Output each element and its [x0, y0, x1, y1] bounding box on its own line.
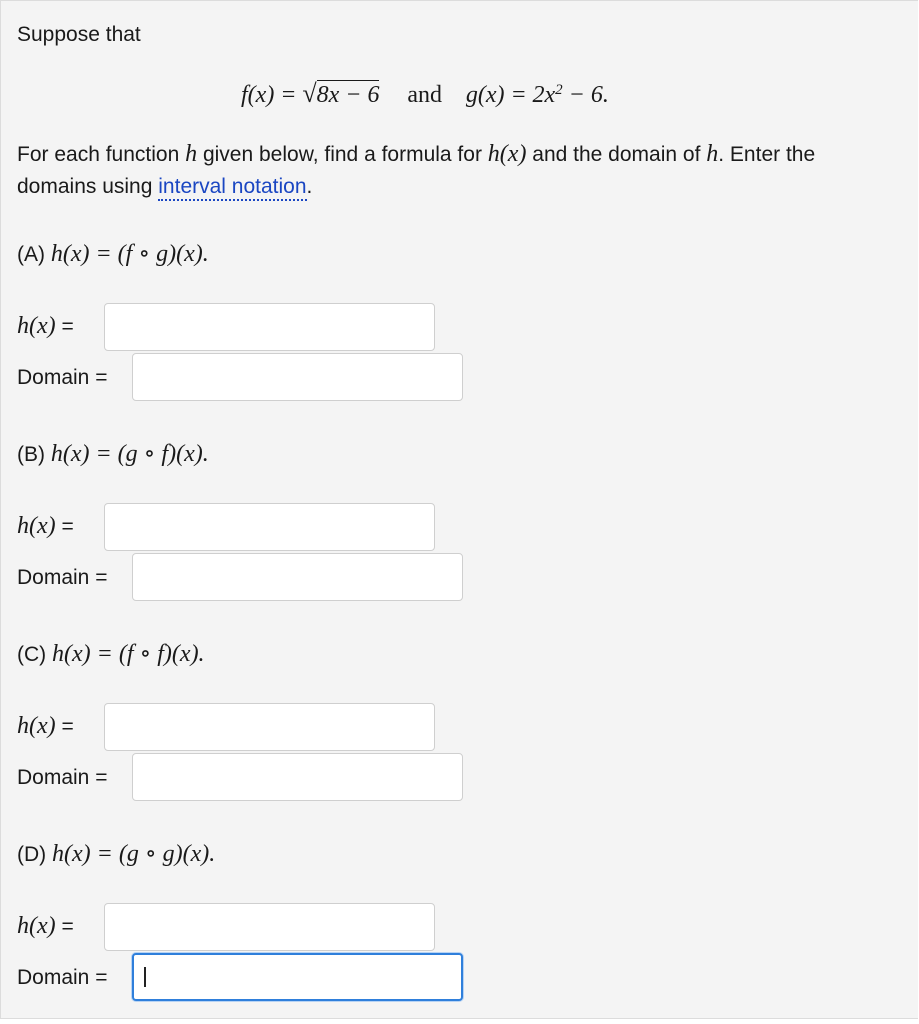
part-a-prompt — [17, 239, 209, 268]
hx-label-text: h(x) — [17, 713, 56, 739]
instructions-line-2 — [17, 175, 312, 199]
equals-sign: = — [61, 715, 74, 738]
and-text: and — [407, 82, 442, 108]
part-a-hx-label — [17, 313, 74, 340]
intro-text: Suppose that — [17, 23, 141, 46]
part-c-prompt — [17, 639, 205, 668]
instr-text-a: For each function — [17, 143, 180, 166]
instr-h-2: h — [706, 141, 719, 167]
g-exponent: 2 — [555, 82, 563, 98]
g-rhs-a: 2x — [532, 82, 556, 108]
equals-sign: = — [61, 515, 74, 538]
g-rhs-b: − 6. — [562, 82, 609, 108]
equals-sign: = — [61, 315, 74, 338]
instr-period: . — [306, 175, 313, 198]
instr-hx: h(x) — [487, 141, 527, 167]
part-a-hx-input[interactable] — [104, 303, 435, 351]
part-d-prompt — [17, 839, 215, 868]
part-b-formula: h(x) = (g ∘ f)(x). — [50, 441, 209, 467]
sqrt-expression — [302, 79, 379, 109]
part-d-formula: h(x) = (g ∘ g)(x). — [52, 841, 216, 867]
equals-sign: = — [61, 915, 74, 938]
part-a-domain-label: Domain = — [17, 366, 108, 389]
part-c-domain-label: Domain = — [17, 766, 108, 789]
part-b-label: (B) — [17, 443, 45, 466]
part-a-label: (A) — [17, 243, 45, 266]
hx-label-text: h(x) — [17, 913, 56, 939]
text-cursor — [144, 967, 146, 987]
part-d-hx-label — [17, 913, 74, 940]
interval-notation-link[interactable]: interval notation — [158, 175, 306, 201]
instr-text-b: given below, find a formula for — [202, 143, 482, 166]
part-c-hx-label — [17, 713, 74, 740]
instr-h: h — [185, 141, 198, 167]
f-lhs: f(x) = — [241, 82, 297, 108]
part-b-hx-input[interactable] — [104, 503, 435, 551]
hx-label-text: h(x) — [17, 313, 56, 339]
function-definitions — [241, 79, 609, 109]
part-b-hx-label — [17, 513, 74, 540]
instr-text-e: domains using — [17, 175, 153, 198]
radical-sign: √ — [302, 79, 317, 108]
part-b-prompt — [17, 439, 209, 468]
part-d-hx-input[interactable] — [104, 903, 435, 951]
f-radicand: 8x − 6 — [316, 82, 380, 108]
instr-text-d: . Enter the — [718, 143, 816, 166]
part-b-domain-input[interactable] — [132, 553, 463, 601]
part-d-domain-input[interactable] — [132, 953, 463, 1001]
g-lhs: g(x) = — [465, 82, 527, 108]
part-b-domain-label: Domain = — [17, 566, 108, 589]
part-a-formula: h(x) = (f ∘ g)(x). — [50, 241, 209, 267]
part-c-domain-input[interactable] — [132, 753, 463, 801]
part-c-hx-input[interactable] — [104, 703, 435, 751]
instr-text-c: and the domain of — [532, 143, 701, 166]
part-a-domain-input[interactable] — [132, 353, 463, 401]
part-c-formula: h(x) = (f ∘ f)(x). — [52, 641, 205, 667]
part-d-domain-label: Domain = — [17, 966, 108, 989]
part-d-label: (D) — [17, 843, 47, 866]
hx-label-text: h(x) — [17, 513, 56, 539]
instructions-line-1 — [17, 141, 815, 168]
part-c-label: (C) — [17, 643, 47, 666]
